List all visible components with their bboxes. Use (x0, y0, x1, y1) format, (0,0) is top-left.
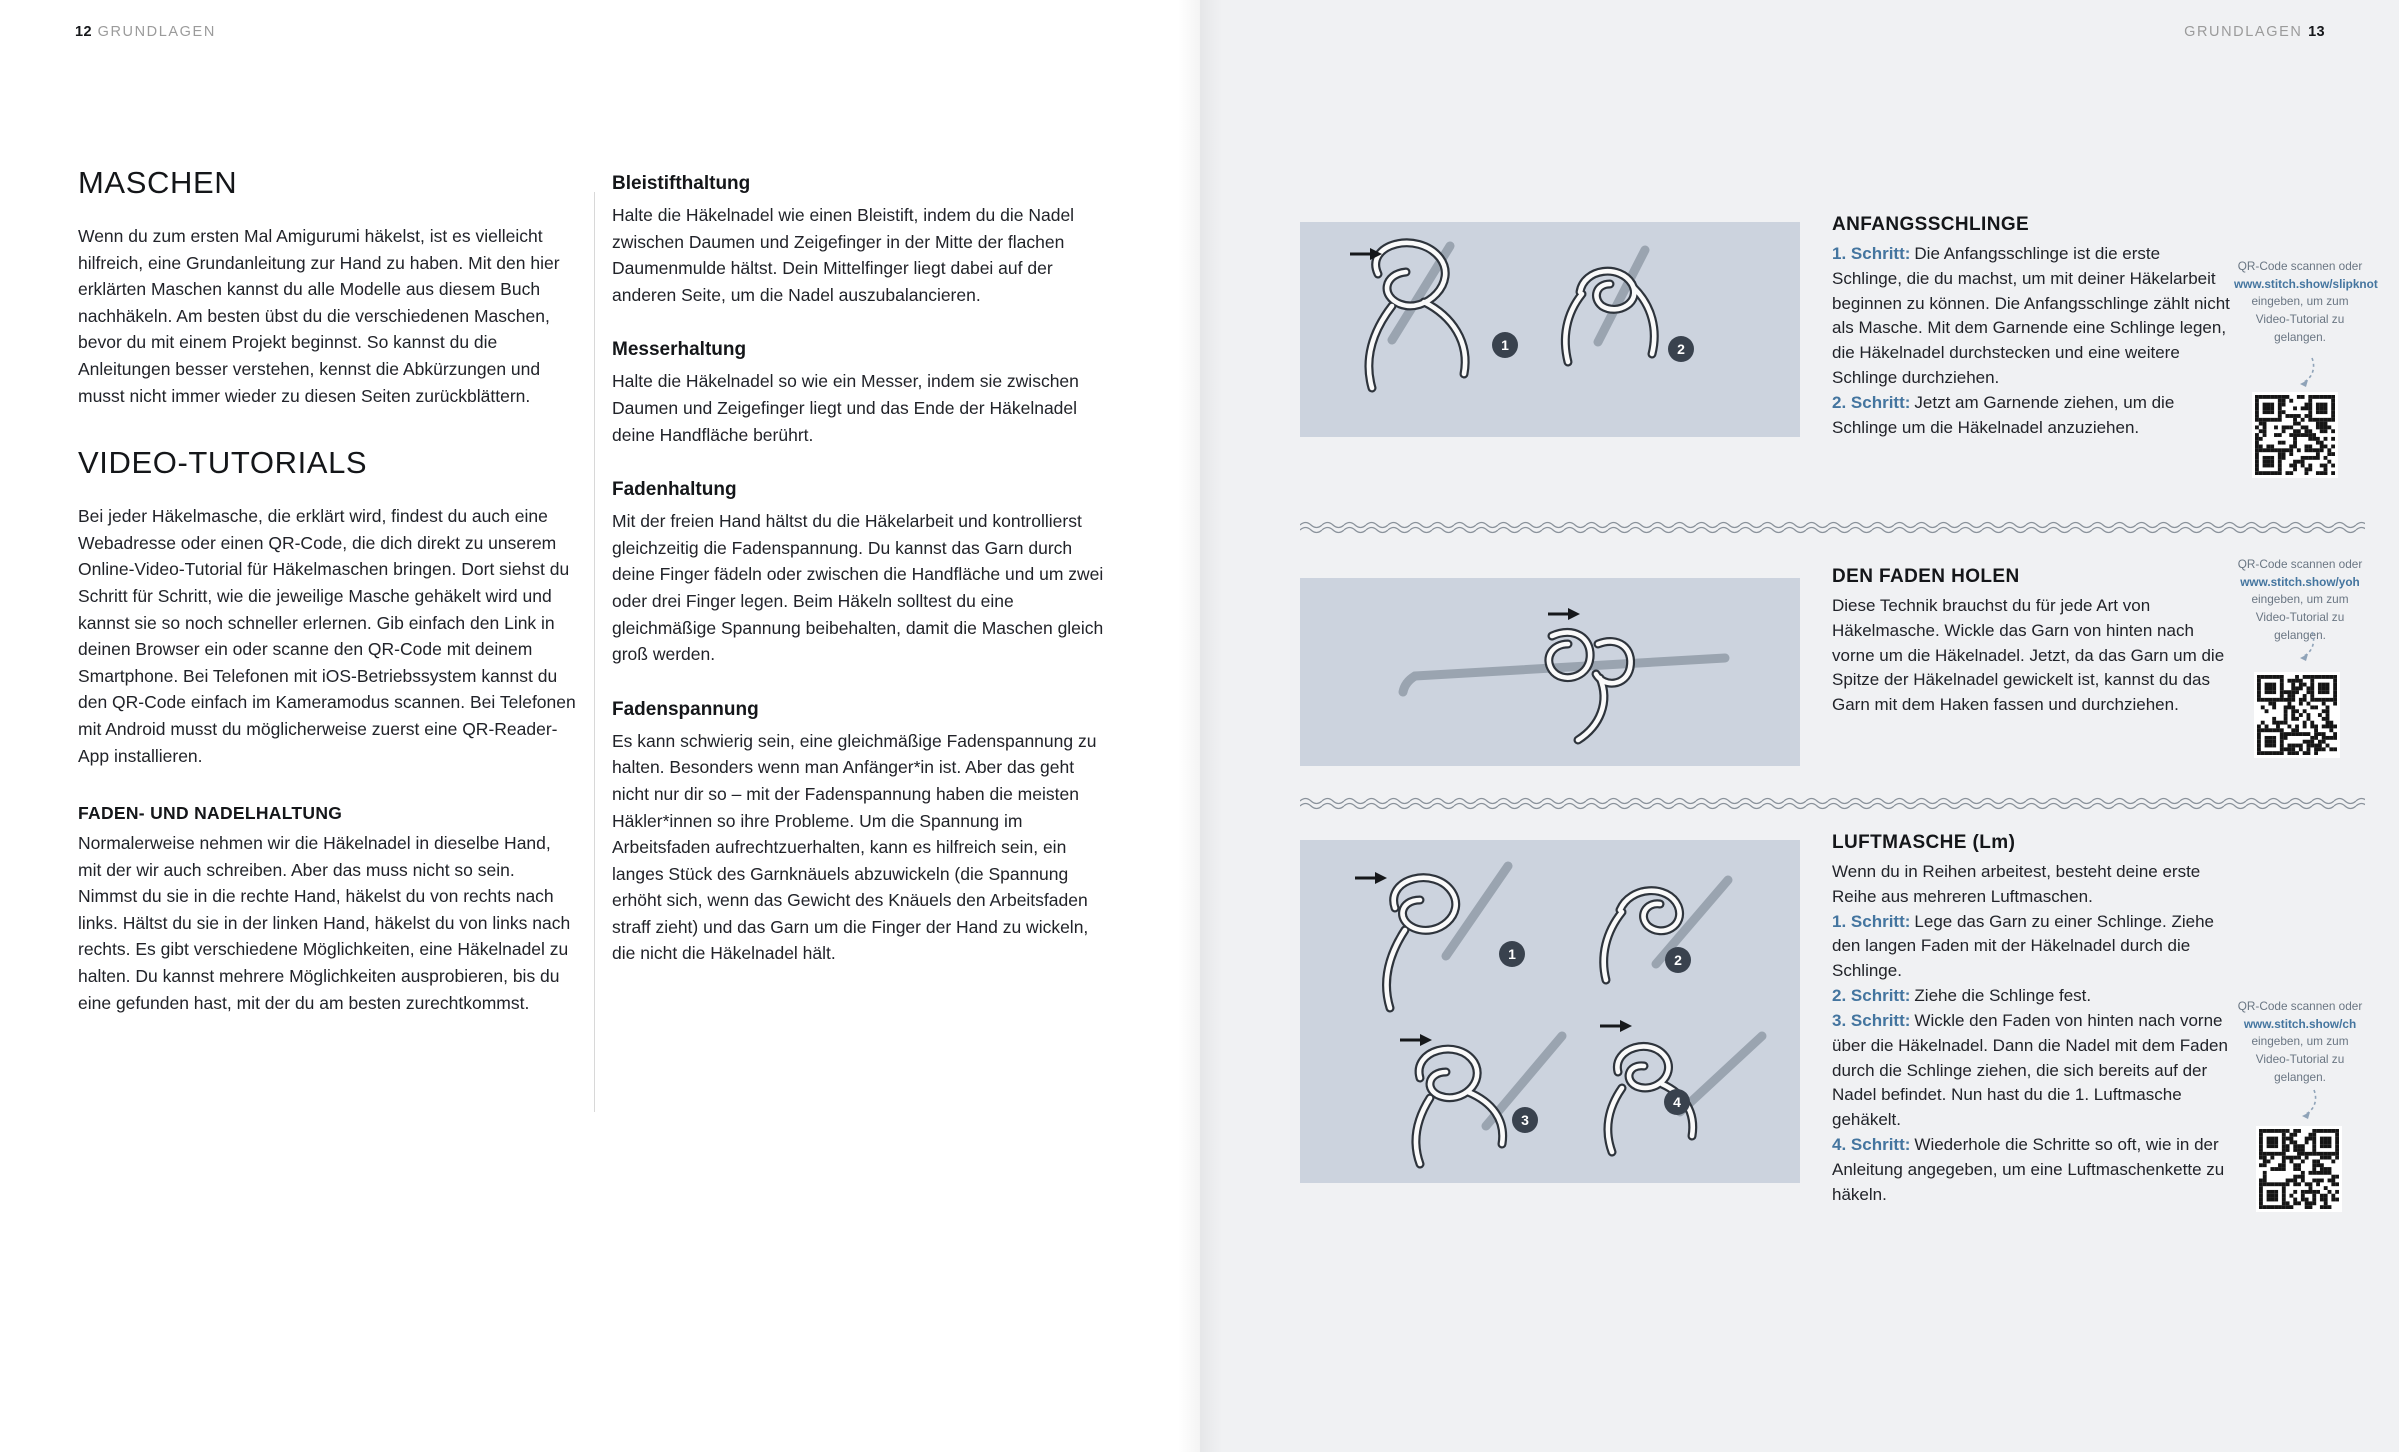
fadenspannung-block (612, 699, 1114, 967)
left-column-1 (78, 165, 576, 1020)
qr-code-den-faden-holen (2254, 672, 2340, 758)
luftmasche-step-1 (1832, 910, 2234, 984)
qr-pointer-arrow-icon (2298, 1088, 2322, 1120)
anfangsschlinge-step-1 (1832, 242, 2234, 391)
page-spine (1178, 0, 1222, 1452)
maschen-paragraph: Wenn du zum ersten Mal Amigurumi häkelst, ist es vielleicht hilfreich, eine Grundanleitung zur Hand zu haben. Mit den hier erklärten Maschen kannst du alle Modelle aus diesem Buch nachhäkeln. Am besten übst du die verschiedenen Maschen, bevor du mit einem Projekt beginnst. So kannst du die Anleitungen besser verstehen, kennst die Abkürzungen und musst nicht immer wieder zu diesen Seiten zurückblättern. (78, 226, 560, 406)
step-2-text: Ziehe die Schlinge fest. (1914, 986, 2092, 1006)
step-badge: 1 (1499, 941, 1525, 967)
fadenhaltung-title: Fadenhaltung (612, 479, 737, 501)
section-luftmasche (1832, 832, 2234, 1207)
fadenhaltung-paragraph: Mit der freien Hand hältst du die Häkelarbeit und kontrollierst gleichzeitig die Fadenspannung. Du kannst das Garn durch deine Finger fädeln oder zwischen die Handfläche und um zwei oder drei Finger legen. Beim Häkeln solltest du eine gleichmäßige Spannung beibehalten, damit die Maschen gleich groß werden. (612, 511, 1104, 665)
luftmasche-step-3 (1832, 1009, 2234, 1133)
video-tutorials-title: VIDEO-TUTORIALS (78, 445, 368, 481)
qr-note-pre: QR-Code scannen oder (2237, 999, 2363, 1013)
luftmasche-step-4 (1832, 1133, 2234, 1207)
qr-note-pre: QR-Code scannen oder (2237, 259, 2363, 273)
step-1-label: 1. Schritt: (1832, 911, 1911, 931)
column-divider-rule (594, 192, 595, 1112)
qr-note-link: www.stitch.show/slipknot (2234, 276, 2378, 291)
maschen-title: MASCHEN (78, 165, 238, 200)
messerhaltung-block (612, 339, 1114, 448)
section-den-faden-holen (1832, 566, 2234, 718)
qr-note-luftmasche (2234, 998, 2366, 1086)
figure-anfangsschlinge (1300, 222, 1800, 437)
step-1-label: 1. Schritt: (1832, 244, 1911, 263)
qr-note-post: eingeben, um zum Video-Tutorial zu gelangen. (2251, 592, 2349, 642)
step-badge: 2 (1668, 336, 1694, 362)
step-2-label: 2. Schritt: (1832, 392, 1911, 412)
qr-note-text (2234, 258, 2378, 346)
bleistifthaltung-title: Bleistifthaltung (612, 173, 751, 194)
anfangsschlinge-step-2 (1832, 391, 2234, 441)
step-2-text: Jetzt am Garnende ziehen, um die Schlinge um die Häkelnadel anzuziehen. (1832, 392, 2175, 437)
step-badge: 2 (1665, 947, 1691, 973)
step-1-text: Lege das Garn zu einer Schlinge. Ziehe den langen Faden mit der Häkelnadel durch die Schlinge. (1832, 911, 2214, 981)
faden-nadelhaltung-paragraph: Normalerweise nehmen wir die Häkelnadel in dieselbe Hand, mit der wir auch schreiben. Aber das muss nicht so sein. Nimmst du sie in die rechte Hand, häkelst du von rechts nach links. Hältst du sie in der linken Hand, häkelst du von links nach rechts. Es gibt verschiedene Möglichkeiten, eine Häkelnadel zu halten. Du kannst mehrere Möglichkeiten ausprobieren, bis du eine gefunden hast, mit der du am besten zurechtkommst. (78, 833, 571, 1013)
luftmasche-title: LUFTMASCHE (Lm) (1832, 832, 2016, 853)
fadenspannung-title: Fadenspannung (612, 698, 759, 720)
qr-note-anfangsschlinge (2234, 258, 2378, 346)
messerhaltung-title: Messerhaltung (612, 339, 747, 361)
right-page-number: 13 (2308, 24, 2325, 40)
step-4-label: 4. Schritt: (1832, 1134, 1911, 1154)
step-badge: 4 (1664, 1089, 1690, 1115)
step-badge: 1 (1492, 332, 1518, 358)
figure-den-faden-holen (1300, 578, 1800, 766)
messerhaltung-paragraph: Halte die Häkelnadel so wie ein Messer, indem sie zwischen Daumen und Zeigefinger liegt und das Ende der Häkelnadel deine Handfläche berührt. (612, 371, 1079, 445)
fadenhaltung-block (612, 479, 1114, 668)
luftmasche-intro: Wenn du in Reihen arbeitest, besteht deine erste Reihe aus mehreren Luftmaschen. (1832, 862, 2201, 906)
step-1-text: Die Anfangsschlinge ist die erste Schlinge, die du machst, um mit deiner Häkelarbeit beginnen zu können. Die Anfangsschlinge zählt nicht als Masche. Mit dem Garnende eine Schlinge legen, die Häkelnadel durchstecken und eine weitere Schlinge durchziehen. (1832, 244, 2230, 388)
right-page-header (2184, 24, 2325, 40)
qr-note-pre: QR-Code scannen oder (2237, 557, 2363, 571)
faden-nadelhaltung-title: FADEN- UND NADELHALTUNG (78, 803, 343, 824)
luftmasche-illustration (1300, 840, 1800, 1183)
bleistifthaltung-block (612, 173, 1114, 308)
right-page-section-label: GRUNDLAGEN (2184, 24, 2303, 40)
qr-note-post: eingeben, um zum Video-Tutorial zu gelangen. (2251, 1034, 2349, 1084)
figure-luftmasche (1300, 840, 1800, 1183)
left-page-section-label: GRUNDLAGEN (97, 24, 216, 40)
wavy-divider (1300, 796, 2365, 810)
wavy-divider (1300, 520, 2365, 534)
step-3-label: 3. Schritt: (1832, 1010, 1911, 1030)
qr-note-post: eingeben, um zum Video-Tutorial zu gelangen. (2251, 294, 2349, 344)
luftmasche-step-2 (1832, 984, 2234, 1009)
left-page-number: 12 (75, 24, 92, 40)
qr-code-luftmasche (2256, 1126, 2342, 1212)
qr-code-anfangsschlinge (2252, 392, 2338, 478)
den-faden-holen-paragraph: Diese Technik brauchst du für jede Art von Häkelmasche. Wickle das Garn von hinten nach vorne um die Häkelnadel. Jetzt, da das Garn um die Spitze der Häkelnadel gewickelt ist, kannst du das Garn mit dem Haken fassen und durchziehen. (1832, 596, 2225, 715)
step-4-text: Wiederhole die Schritte so oft, wie in der Anleitung angegeben, um eine Luftmaschenkette zu häkeln. (1832, 1134, 2225, 1204)
left-column-2 (612, 173, 1114, 998)
anfangsschlinge-illustration (1300, 222, 1800, 437)
qr-pointer-arrow-icon (2296, 356, 2320, 388)
step-2-label: 2. Schritt: (1832, 986, 1911, 1006)
qr-note-text (2234, 998, 2366, 1086)
step-badge: 3 (1512, 1107, 1538, 1133)
den-faden-holen-title: DEN FADEN HOLEN (1832, 566, 2020, 587)
qr-note-link: www.stitch.show/yoh (2240, 574, 2360, 589)
video-tutorials-paragraph: Bei jeder Häkelmasche, die erklärt wird, findest du auch eine Webadresse oder einen QR-Code, die dich direkt zu unserem Online-Video-Tutorial für Häkelmaschen bringen. Dort siehst du Schritt für Schritt, wie die jeweilige Masche gehäkelt wird und kannst sie so noch schneller erlernen. Gib einfach den Link in deinen Browser ein oder scanne den QR-Code mit deinem Smartphone. Bei Telefonen mit iOS-Betriebssystem kannst du den QR-Code einfach im Kameramodus scannen. Bei Telefonen mit Android musst du möglicherweise zuerst eine QR-Reader-App installieren. (78, 506, 576, 766)
anfangsschlinge-title: ANFANGSSCHLINGE (1832, 214, 2030, 235)
den-faden-holen-illustration (1300, 578, 1800, 766)
section-anfangsschlinge (1832, 214, 2234, 441)
qr-note-link: www.stitch.show/ch (2243, 1016, 2357, 1031)
bleistifthaltung-paragraph: Halte die Häkelnadel wie einen Bleistift, indem du die Nadel zwischen Daumen und Zeigefinger in der Mitte der flachen Daumenmulde hältst. Dein Mittelfinger liegt dabei auf der anderen Seite, um die Nadel auszubalancieren. (612, 205, 1075, 305)
step-3-text: Wickle den Faden von hinten nach vorne über die Häkelnadel. Dann die Nadel mit dem Faden durch die Schlinge ziehen, die sich bereits auf der Nadel befindet. Nun hast du die 1. Luftmasche gehäkelt. (1832, 1010, 2228, 1130)
fadenspannung-paragraph: Es kann schwierig sein, eine gleichmäßige Fadenspannung zu halten. Besonders wenn man Anfänger*in ist. Aber das geht nicht nur dir so – mit der Fadenspannung haben die meisten Häkler*innen so ihre Probleme. Um die Spannung im Arbeitsfaden aufrechtzuerhalten, kann es hilfreich sein, ein langes Stück des Garnknäuels abzuwickeln (die Spannung erhöht sich, wenn das Gewicht des Knäuels den Arbeitsfaden straff zieht) und das Garn um die Finger der Hand zu wickeln, die nicht die Häkelnadel hält. (612, 730, 1097, 964)
left-page-header (75, 24, 216, 40)
qr-pointer-arrow-icon (2296, 630, 2320, 662)
